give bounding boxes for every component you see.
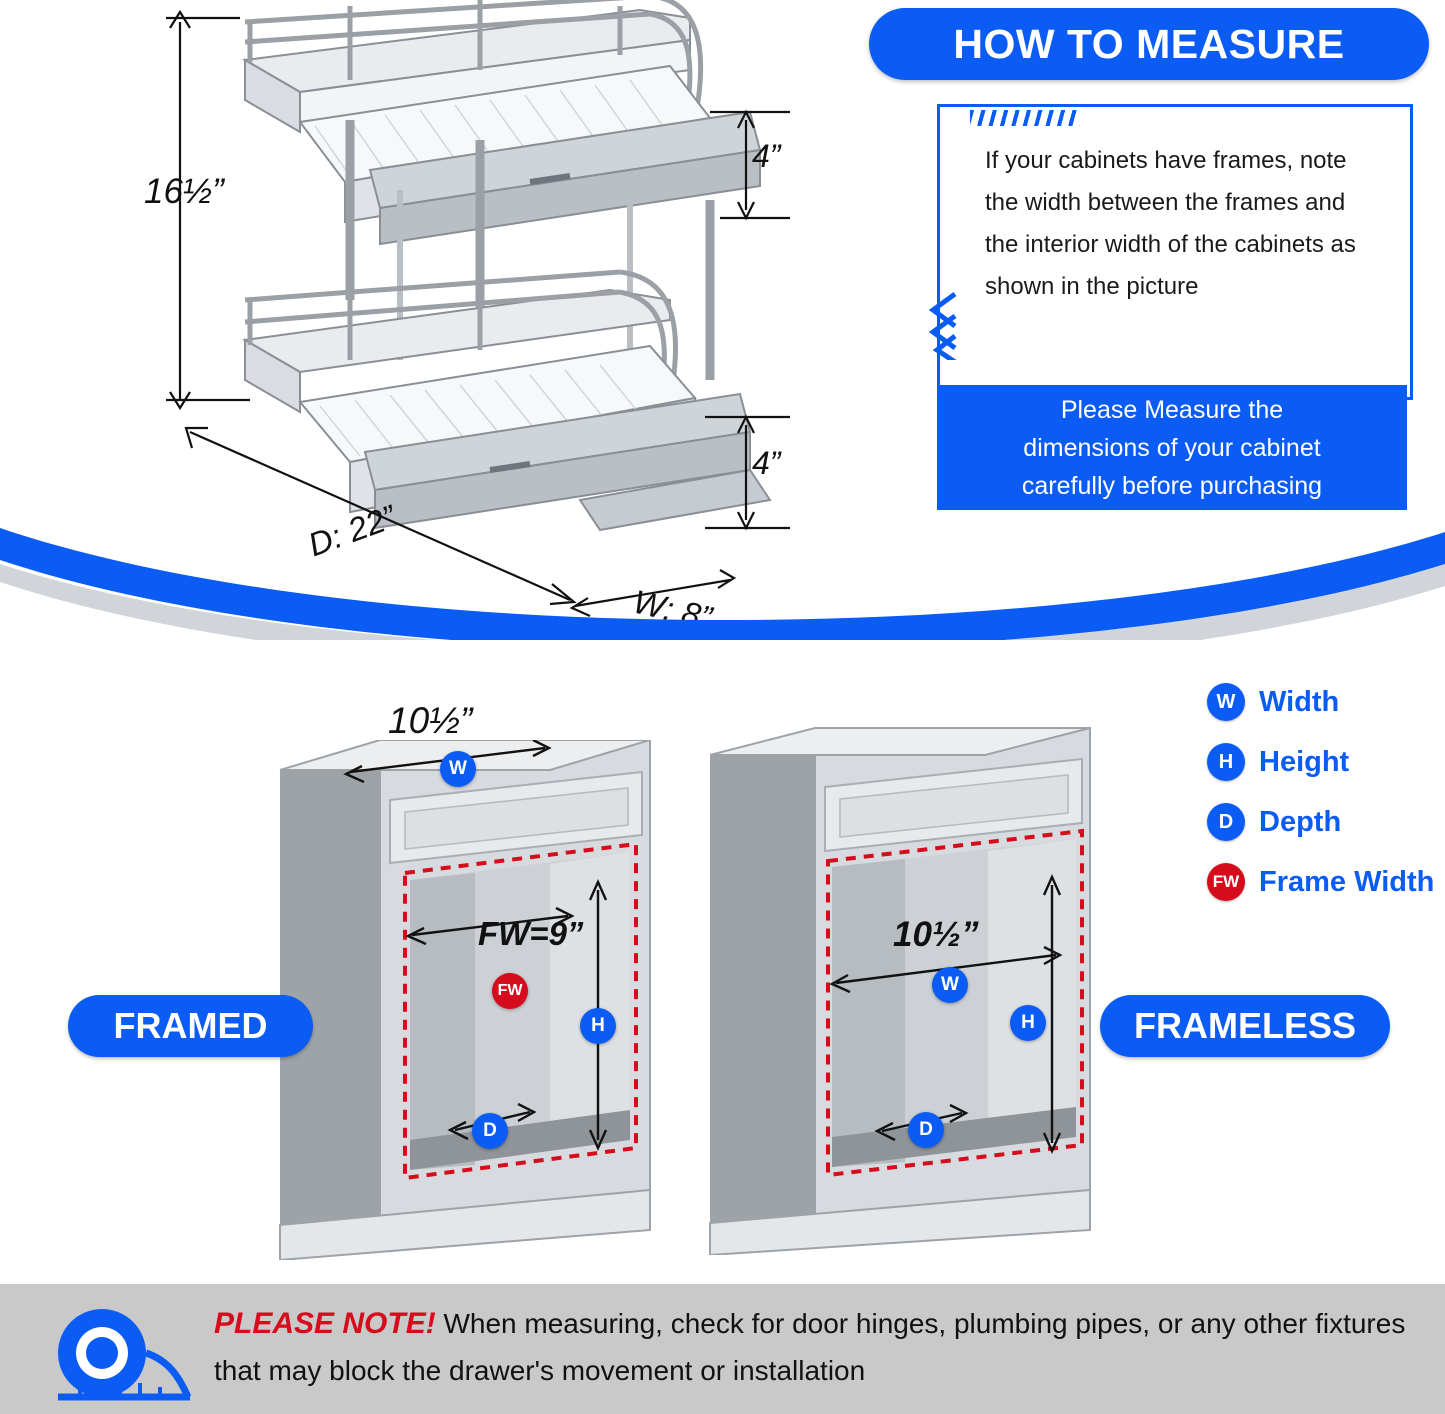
product-tier-gap-bottom-label: 4” [752,445,781,481]
framed-cabinet-illustration [250,740,670,1260]
legend-item-height [1207,732,1437,792]
frameless-width-badge-icon: W [932,967,968,1003]
framed-height-badge-icon: H [580,1008,616,1044]
framed-width-badge-icon: W [440,751,476,787]
please-note-text [214,1300,1424,1394]
frameless-height-badge-icon: H [1010,1005,1046,1041]
framed-depth-badge-icon: D [472,1113,508,1149]
legend-item-depth [1207,792,1437,852]
depth-badge-icon: D [1207,803,1245,841]
legend-label-depth: Depth [1259,805,1342,838]
frame-width-badge-icon: FW [1207,863,1245,901]
product-height-label: 16½” [144,172,224,211]
frameless-pill [1100,995,1390,1057]
frameless-depth-badge-icon: D [908,1112,944,1148]
how-to-measure-title: HOW TO MEASURE [953,20,1345,67]
frameless-width-label: 10½” [893,915,979,954]
hatch-decoration-icon [970,110,1080,126]
product-tier-gap-top-label: 4” [752,138,781,174]
how-to-measure-banner [869,8,1429,80]
frameless-pill-label: FRAMELESS [1133,1005,1356,1046]
framed-frame-width-badge-icon: FW [492,973,528,1009]
framed-frame-width-label: FW=9” [478,915,584,952]
legend-label-height: Height [1259,745,1350,778]
please-measure-line-2: dimensions of your cabinet [1023,433,1321,462]
chevron-left-decoration-icon [925,290,959,360]
product-width-label: W: 8” [629,582,716,637]
please-measure-line-1: Please Measure the [1060,395,1284,424]
legend-item-frame-width [1207,852,1437,912]
tape-measure-icon [40,1305,200,1405]
width-badge-icon: W [1207,683,1245,721]
please-measure-block [937,385,1407,510]
framed-pill [68,995,313,1057]
framed-pill-label: FRAMED [113,1005,268,1046]
frameless-cabinet-illustration [700,725,1100,1255]
legend-label-width: Width [1259,685,1340,718]
legend-label-frame-width: Frame Width [1259,865,1435,898]
please-note-body: When measuring, check for door hinges, plumbing pipes, or any other fixtures that may block the drawer's movement or installation [214,1308,1406,1386]
framed-top-width-label: 10½” [388,700,473,741]
blue-swoosh-divider [0,520,1445,640]
product-depth-label: D: 22” [303,497,401,564]
height-badge-icon: H [1207,743,1245,781]
legend-item-width [1207,672,1437,732]
please-note-prefix: PLEASE NOTE! [214,1307,436,1340]
legend [1207,672,1437,912]
please-measure-line-3: carefully before purchasing [1021,471,1323,500]
frame-note-body: If your cabinets have frames, note the width between the frames and the interior width of the cabinets as shown in the picture [985,147,1356,300]
